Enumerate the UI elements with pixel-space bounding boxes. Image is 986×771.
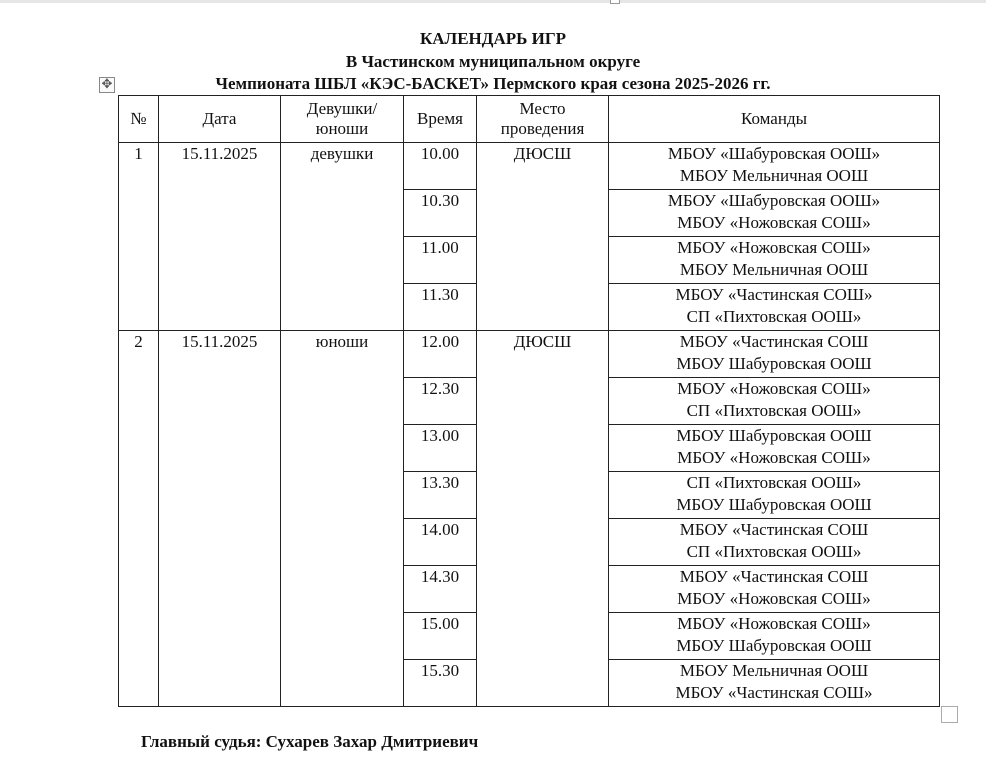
team-away: МБОУ «Ножовская СОШ» <box>677 589 871 608</box>
game-time: 13.30 <box>404 472 477 519</box>
team-home: МБОУ Мельничная ООШ <box>679 661 869 680</box>
game-teams <box>609 331 940 378</box>
header-gender: Девушки/ юноши <box>281 96 404 143</box>
game-time: 10.30 <box>404 190 477 237</box>
game-time: 12.30 <box>404 378 477 425</box>
team-home: МБОУ Шабуровская ООШ <box>676 426 872 445</box>
team-away: СП «Пихтовская ООШ» <box>686 401 862 420</box>
team-home: МБОУ «Шабуровская ООШ» <box>667 191 881 210</box>
team-home: СП «Пихтовская ООШ» <box>686 473 862 492</box>
header-time: Время <box>404 96 477 143</box>
group-gender: девушки <box>281 143 404 331</box>
team-home: МБОУ «Частинская СОШ <box>679 567 869 586</box>
group-number: 2 <box>119 331 159 707</box>
game-time: 13.00 <box>404 425 477 472</box>
game-time: 14.00 <box>404 519 477 566</box>
team-away: СП «Пихтовская ООШ» <box>686 307 862 326</box>
game-teams <box>609 237 940 284</box>
header-num: № <box>119 96 159 143</box>
game-teams <box>609 190 940 237</box>
team-home: МБОУ «Ножовская СОШ» <box>677 614 871 633</box>
championship-title: Чемпионата ШБЛ «КЭС-БАСКЕТ» Пермского края сезона 2025-2026 гг. <box>215 74 771 93</box>
document-subtitle: В Частинском муниципальном округе <box>345 52 641 71</box>
table-row <box>119 143 940 190</box>
team-away: МБОУ Шабуровская ООШ <box>676 354 872 373</box>
document-title: КАЛЕНДАРЬ ИГР <box>419 29 567 48</box>
team-away: МБОУ «Ножовская СОШ» <box>677 213 871 232</box>
game-teams <box>609 566 940 613</box>
team-home: МБОУ «Частинская СОШ <box>679 332 869 351</box>
table-row <box>119 331 940 378</box>
game-time: 10.00 <box>404 143 477 190</box>
team-away: МБОУ Шабуровская ООШ <box>676 495 872 514</box>
group-gender: юноши <box>281 331 404 707</box>
game-time: 15.00 <box>404 613 477 660</box>
team-away: МБОУ Шабуровская ООШ <box>676 636 872 655</box>
game-teams <box>609 284 940 331</box>
team-home: МБОУ «Частинская СОШ <box>679 520 869 539</box>
game-time: 15.30 <box>404 660 477 707</box>
ruler-bar <box>0 0 986 3</box>
table-move-handle-icon[interactable]: ✥ <box>99 77 115 93</box>
group-date: 15.11.2025 <box>159 331 281 707</box>
group-place: ДЮСШ <box>477 143 609 331</box>
game-time: 14.30 <box>404 566 477 613</box>
team-away: МБОУ «Ножовская СОШ» <box>677 448 871 467</box>
game-time: 11.30 <box>404 284 477 331</box>
team-home: МБОУ «Ножовская СОШ» <box>677 379 871 398</box>
team-away: МБОУ Мельничная ООШ <box>679 166 869 185</box>
group-number: 1 <box>119 143 159 331</box>
chief-judge: Главный судья: Сухарев Захар Дмитриевич <box>141 732 479 751</box>
schedule-table <box>118 95 940 707</box>
group-date: 15.11.2025 <box>159 143 281 331</box>
header-teams: Команды <box>609 96 940 143</box>
team-away: СП «Пихтовская ООШ» <box>686 542 862 561</box>
group-place: ДЮСШ <box>477 331 609 707</box>
game-teams <box>609 660 940 707</box>
game-teams <box>609 519 940 566</box>
game-time: 12.00 <box>404 331 477 378</box>
game-teams <box>609 378 940 425</box>
header-date: Дата <box>159 96 281 143</box>
game-time: 11.00 <box>404 237 477 284</box>
team-home: МБОУ «Ножовская СОШ» <box>677 238 871 257</box>
game-teams <box>609 143 940 190</box>
game-teams <box>609 425 940 472</box>
table-resize-handle-icon[interactable] <box>941 706 958 723</box>
header-place: Место проведения <box>477 96 609 143</box>
margin-marker-icon[interactable] <box>610 0 620 4</box>
team-away: МБОУ «Частинская СОШ» <box>675 683 873 702</box>
team-home: МБОУ «Шабуровская ООШ» <box>667 144 881 163</box>
team-away: МБОУ Мельничная ООШ <box>679 260 869 279</box>
game-teams <box>609 613 940 660</box>
table-header-row <box>119 96 940 143</box>
game-teams <box>609 472 940 519</box>
team-home: МБОУ «Частинская СОШ» <box>675 285 873 304</box>
